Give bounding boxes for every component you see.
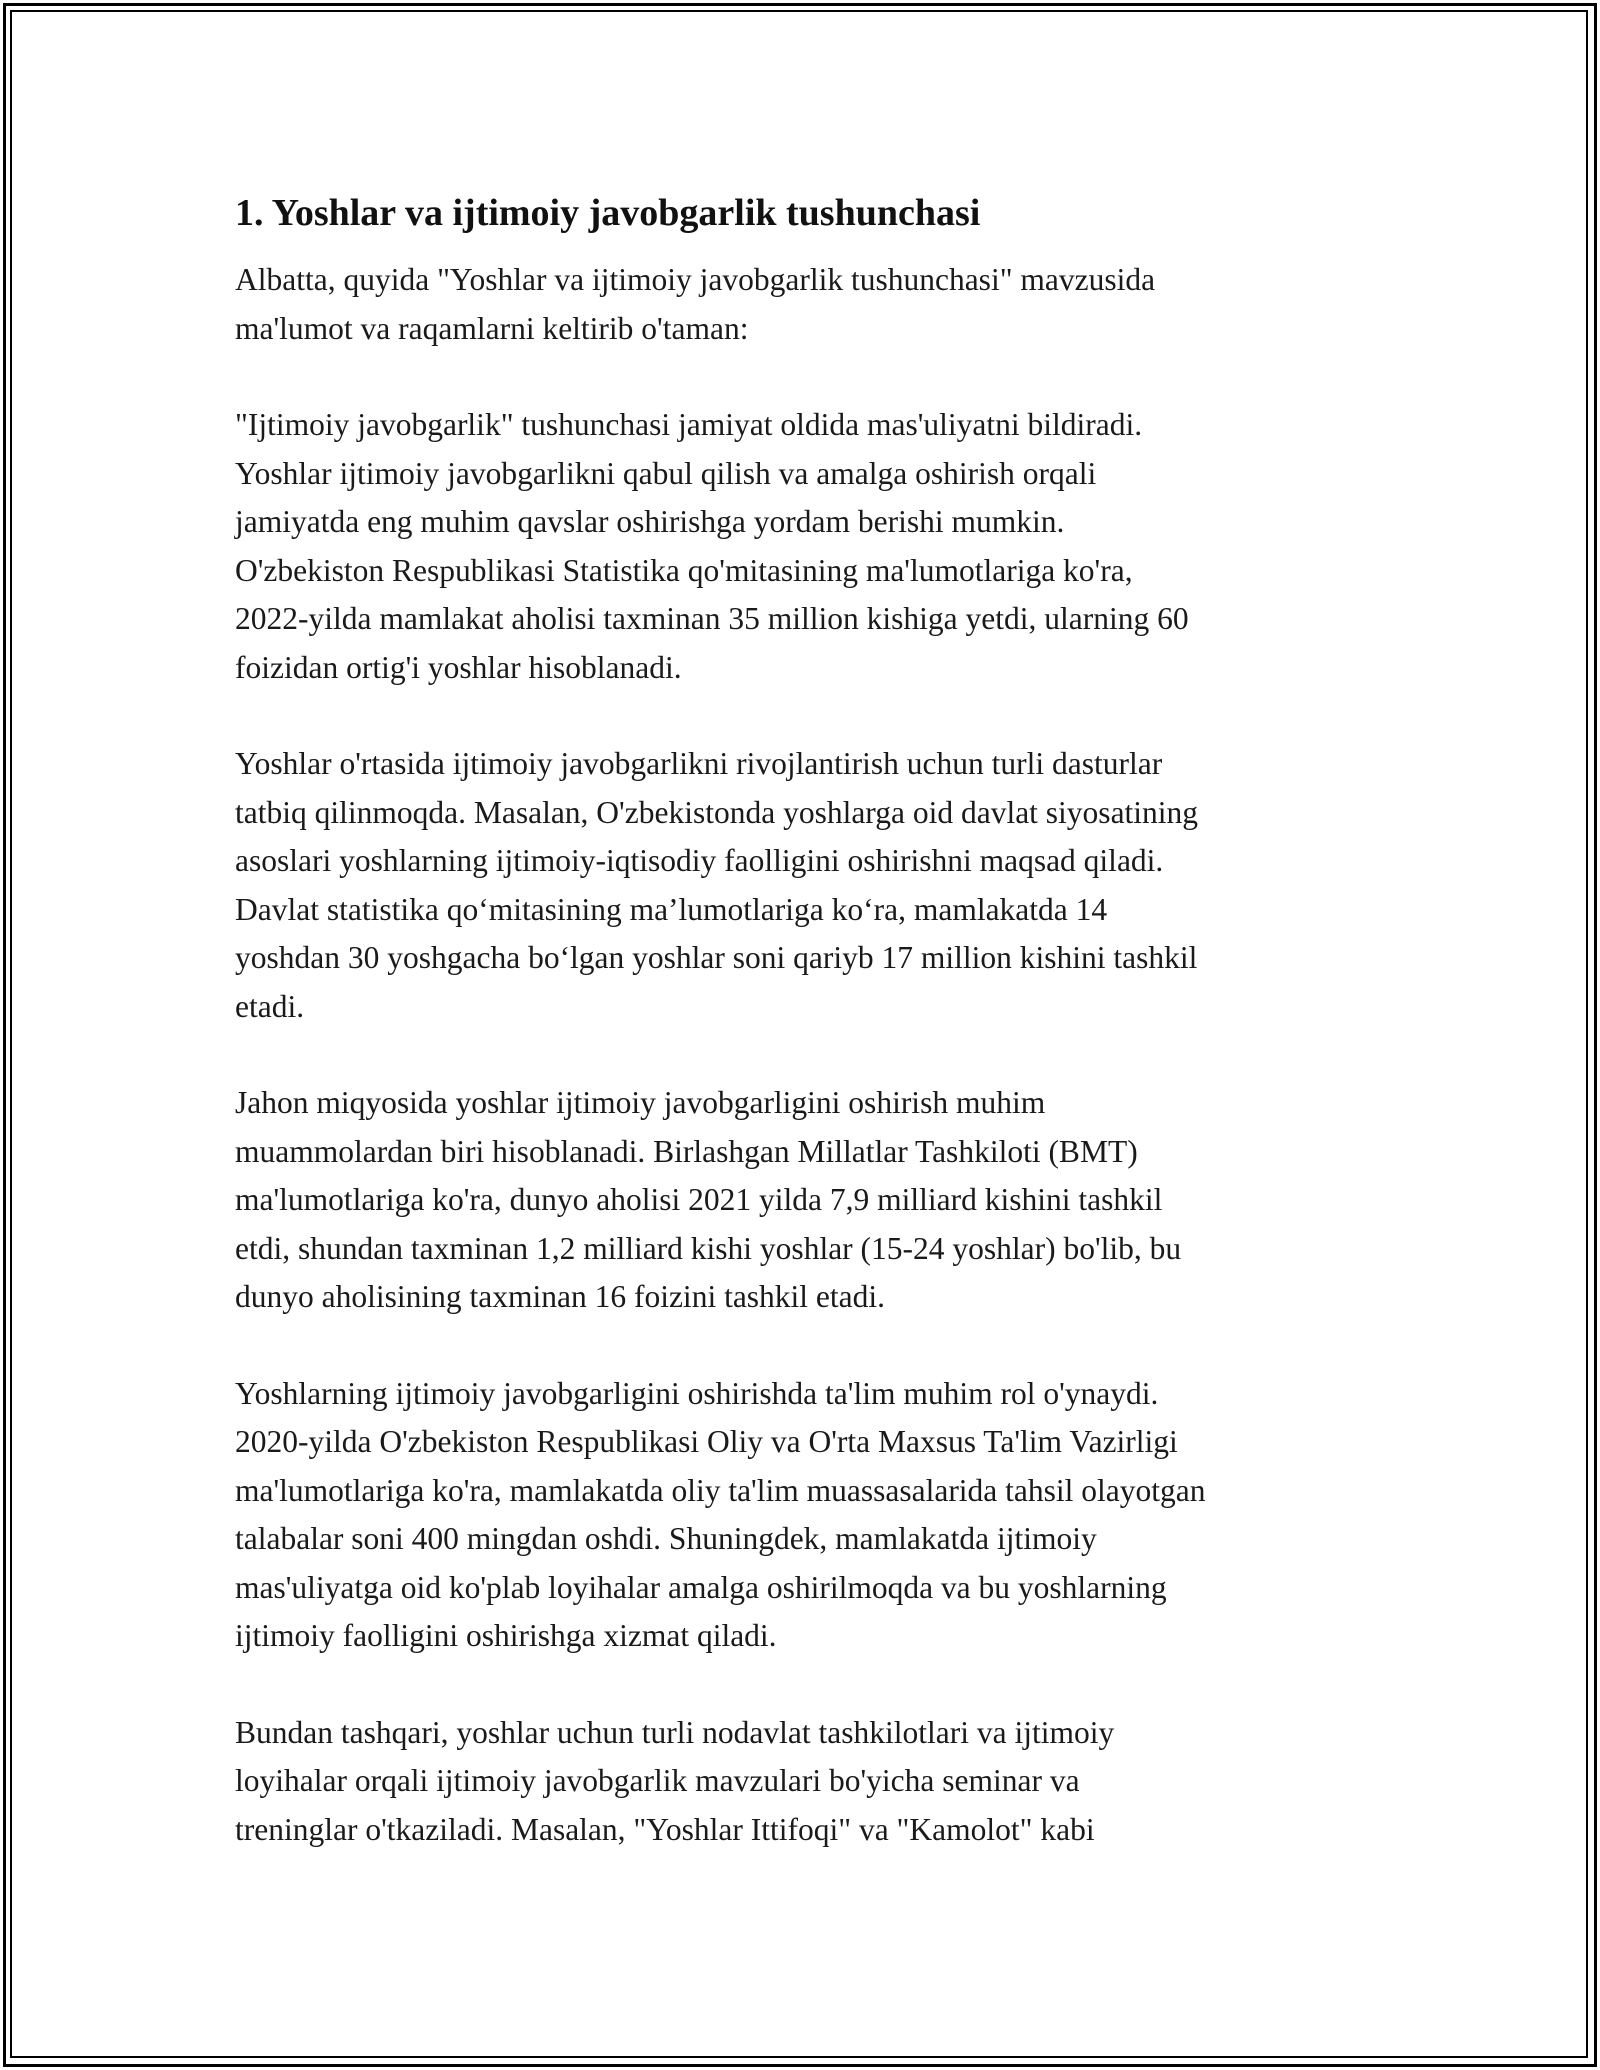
text-line: Davlat statistika qo‘mitasining ma’lumotlariga ko‘ra, mamlakatda 14: [235, 891, 1108, 927]
paragraph-organizations: [235, 1709, 1375, 1855]
paragraph-programs: [235, 740, 1375, 1031]
text-line: Yoshlar o'rtasida ijtimoiy javobgarlikni rivojlantirish uchun turli dasturlar: [235, 746, 1163, 781]
document-body: [235, 188, 1375, 1854]
text-line: muammolardan biri hisoblanadi. Birlashgan Millatlar Tashkiloti (BMT): [235, 1133, 1138, 1169]
text-line: Yoshlarning ijtimoiy javobgarligini oshirishda ta'lim muhim rol o'ynaydi.: [235, 1375, 1159, 1411]
text-line: ma'lumot va raqamlarni keltirib o'taman:: [235, 310, 749, 346]
text-line: Jahon miqyosida yoshlar ijtimoiy javobgarligini oshirish muhim: [235, 1085, 1046, 1120]
text-line: talabalar soni 400 mingdan oshdi. Shuningdek, mamlakatda ijtimoiy: [235, 1521, 1097, 1556]
text-line: etdi, shundan taxminan 1,2 milliard kishi yoshlar (15-24 yoshlar) bo'lib, bu: [235, 1230, 1182, 1266]
text-line: Albatta, quyida "Yoshlar va ijtimoiy javobgarlik tushunchasi" mavzusida: [235, 262, 1156, 297]
text-line: treninglar o'tkaziladi. Masalan, "Yoshlar Ittifoqi" va "Kamolot" kabi: [235, 1811, 1095, 1847]
text-line: tatbiq qilinmoqda. Masalan, O'zbekistonda yoshlarga oid davlat siyosatining: [235, 794, 1199, 830]
text-line: jamiyatda eng muhim qavslar oshirishga yordam berishi mumkin.: [235, 504, 1065, 539]
paragraph-intro: [235, 256, 1375, 353]
text-line: dunyo aholisining taxminan 16 foizini tashkil etadi.: [235, 1279, 886, 1314]
text-line: foizidan ortig'i yoshlar hisoblanadi.: [235, 649, 682, 685]
text-line: "Ijtimoiy javobgarlik" tushunchasi jamiyat oldida mas'uliyatni bildiradi.: [235, 407, 1143, 442]
text-line: mas'uliyatga oid ko'plab loyihalar amalga oshirilmoqda va bu yoshlarning: [235, 1569, 1167, 1605]
paragraph-global: [235, 1079, 1375, 1322]
text-line: 2022-yilda mamlakat aholisi taxminan 35 million kishiga yetdi, ularning 60: [235, 601, 1189, 636]
text-line: ma'lumotlariga ko'ra, dunyo aholisi 2021 yilda 7,9 milliard kishini tashkil: [235, 1182, 1163, 1217]
text-line: ma'lumotlariga ko'ra, mamlakatda oliy ta'lim muassasalarida tahsil olayotgan: [235, 1472, 1206, 1508]
text-line: Bundan tashqari, yoshlar uchun turli nodavlat tashkilotlari va ijtimoiy: [235, 1714, 1115, 1750]
paragraph-education: [235, 1370, 1375, 1661]
text-line: loyihalar orqali ijtimoiy javobgarlik mavzulari bo'yicha seminar va: [235, 1763, 1080, 1798]
paragraph-definition: [235, 401, 1375, 692]
text-line: ijtimoiy faolligini oshirishga xizmat qiladi.: [235, 1618, 777, 1653]
text-line: O'zbekiston Respublikasi Statistika qo'mitasining ma'lumotlariga ko'ra,: [235, 552, 1133, 588]
text-line: asoslari yoshlarning ijtimoiy-iqtisodiy faolligini oshirishni maqsad qiladi.: [235, 843, 1164, 878]
text-line: yoshdan 30 yoshgacha bo‘lgan yoshlar soni qariyb 17 million kishini tashkil: [235, 940, 1198, 975]
text-line: Yoshlar ijtimoiy javobgarlikni qabul qilish va amalga oshirish orqali: [235, 455, 1097, 491]
section-heading: 1. Yoshlar va ijtimoiy javobgarlik tushunchasi: [235, 192, 981, 234]
text-line: 2020-yilda O'zbekiston Respublikasi Oliy va O'rta Maxsus Ta'lim Vazirligi: [235, 1424, 1178, 1459]
text-line: etadi.: [235, 988, 305, 1024]
